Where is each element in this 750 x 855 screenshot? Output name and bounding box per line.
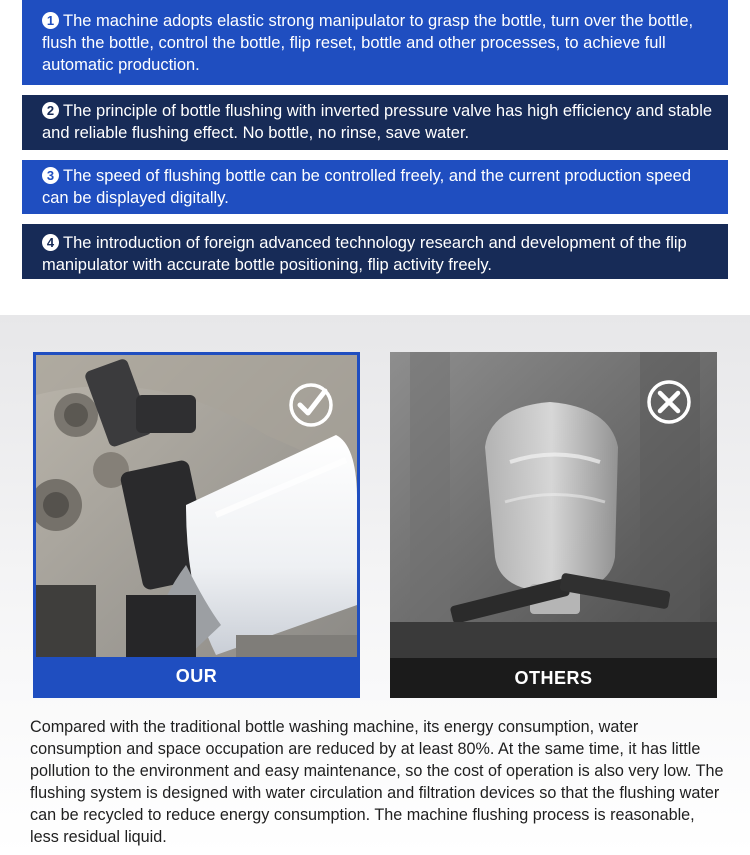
feature-text: The introduction of foreign advanced technology research and development of the flip manipulator with accurate bottle positioning, flip activity freely. <box>42 234 687 274</box>
feature-text: The principle of bottle flushing with inverted pressure valve has high efficiency and stable and reliable flushing effect. No bottle, no rinse, save water. <box>42 102 713 142</box>
our-card <box>33 352 360 698</box>
number-badge: 2 <box>42 102 59 119</box>
feature-section <box>0 0 750 315</box>
feature-item-1 <box>22 0 728 85</box>
feature-text: The machine adopts elastic strong manipulator to grasp the bottle, turn over the bottle, flush the bottle, control the bottle, flip reset, bottle and other processes, to achieve full automatic production. <box>42 12 694 74</box>
others-card <box>390 352 717 698</box>
feature-item-4 <box>22 224 728 279</box>
feature-text: The speed of flushing bottle can be controlled freely, and the current production speed can be displayed digitally. <box>42 167 692 207</box>
feature-item-3 <box>22 160 728 214</box>
description-paragraph: Compared with the traditional bottle washing machine, its energy consumption, water consumption and space occupation are reduced by at least 80%. At the same time, it has little pollution to the environment and easy maintenance, so the cost of operation is also very low. The flushing system is designed with water circulation and filtration devices so that the flushing water can be recycled to reduce energy consumption. The machine flushing process is reasonable, less residual liquid. <box>30 718 724 846</box>
feature-item-2 <box>22 95 728 150</box>
check-circle-icon <box>287 381 335 429</box>
others-label: OTHERS <box>390 658 717 698</box>
cross-circle-icon <box>645 378 693 426</box>
number-badge: 3 <box>42 167 59 184</box>
our-label: OUR <box>36 657 357 695</box>
number-badge: 1 <box>42 12 59 29</box>
number-badge: 4 <box>42 234 59 251</box>
